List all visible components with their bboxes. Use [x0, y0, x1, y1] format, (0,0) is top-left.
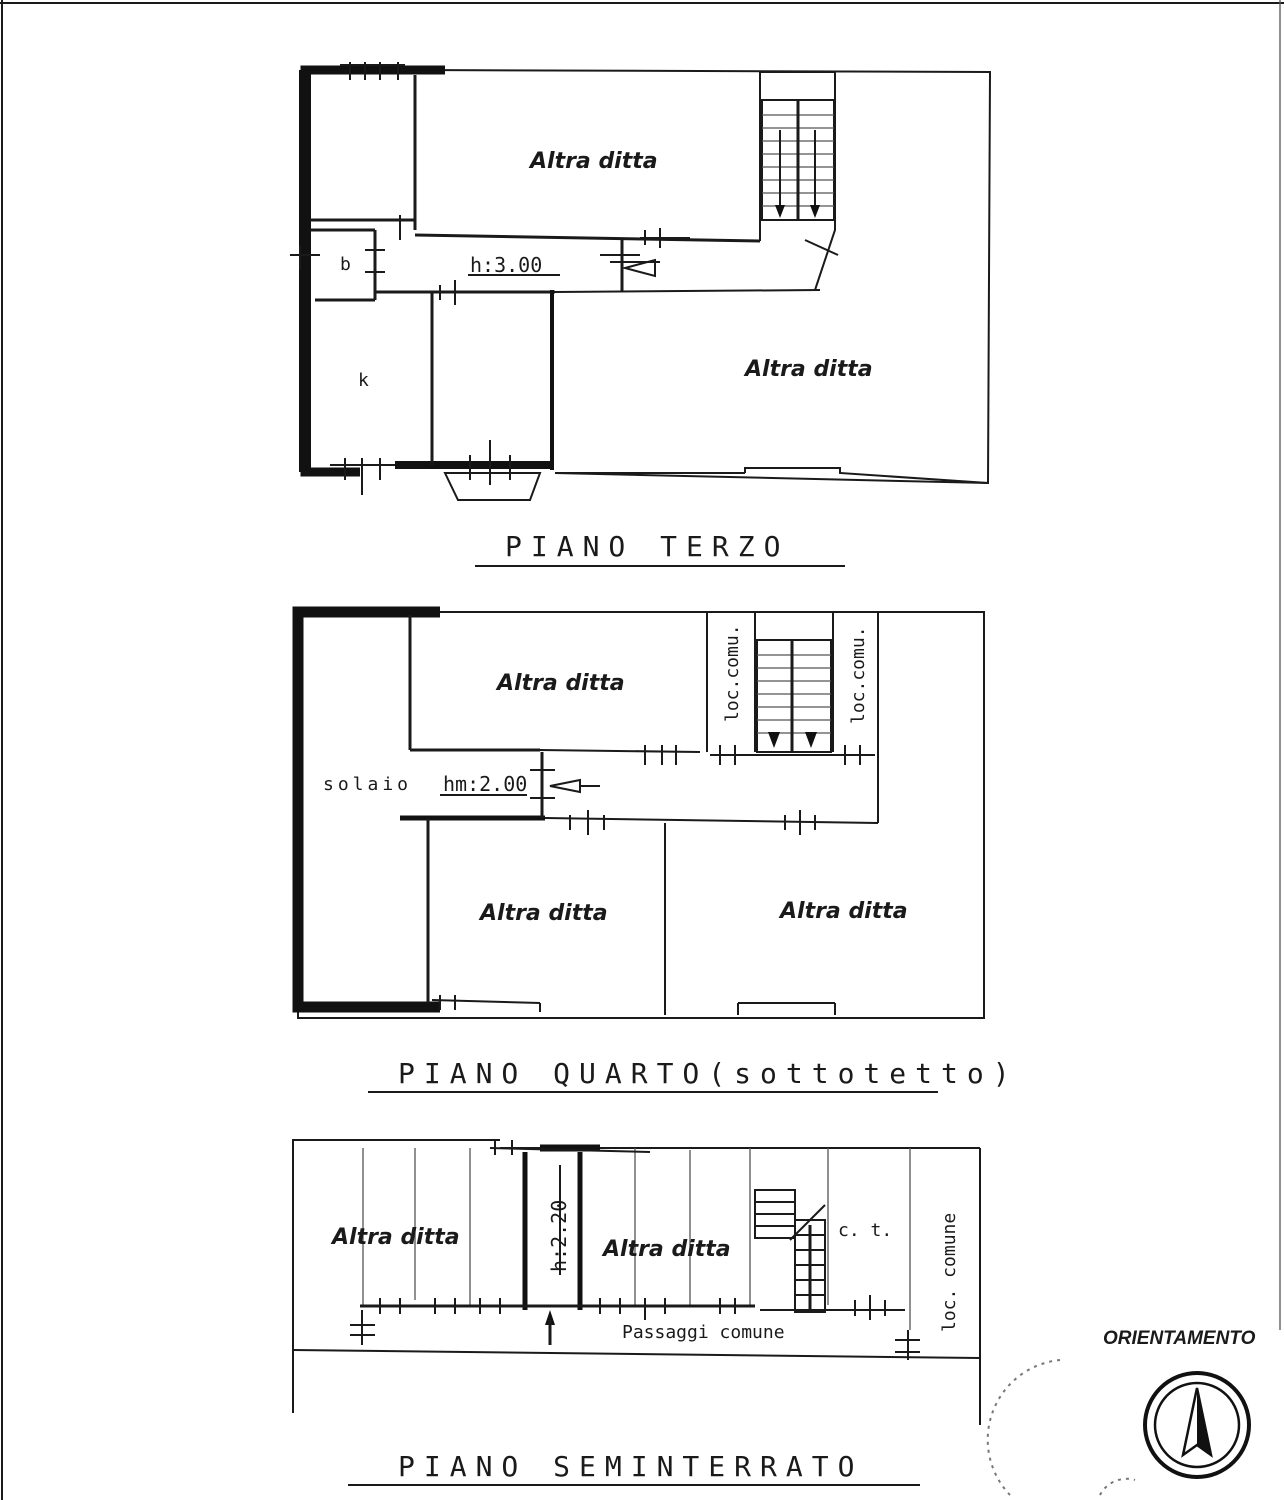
terzo-room-top-label: Altra ditta	[530, 149, 658, 174]
floor-quarto	[298, 612, 984, 1018]
semi-title: PIANO SEMINTERRATO	[398, 1450, 864, 1483]
stamp-mark-2	[1100, 1479, 1135, 1495]
semi-passage-label: Passaggi comune	[622, 1322, 785, 1343]
terzo-title: PIANO TERZO	[505, 530, 790, 563]
quarto-room-top-label: Altra ditta	[497, 671, 625, 696]
quarto-loc-right-label: loc.comu.	[848, 626, 869, 724]
terzo-bath-label: b	[340, 254, 351, 275]
terzo-height-label: h:3.00	[470, 253, 543, 277]
semi-ct-label: c. t.	[838, 1220, 893, 1241]
terzo-room-right-label: Altra ditta	[745, 357, 873, 382]
floor-seminterrato	[293, 1140, 980, 1425]
quarto-room-bottom-right-label: Altra ditta	[780, 899, 908, 924]
quarto-title: PIANO QUARTO(sottotetto)	[398, 1057, 1019, 1090]
orientation-label: ORIENTAMENTO	[1103, 1328, 1256, 1349]
north-arrow-icon	[1145, 1373, 1249, 1477]
semi-height-label: h:2.20	[547, 1199, 571, 1272]
semi-room-mid-label: Altra ditta	[603, 1237, 731, 1262]
quarto-attic-label: solaio	[323, 774, 413, 795]
semi-loc-label: loc. comune	[939, 1212, 960, 1332]
floor-terzo	[290, 62, 990, 500]
stamp-mark	[988, 1360, 1060, 1495]
semi-room-left-label: Altra ditta	[332, 1225, 460, 1250]
quarto-height-label: hm:2.00	[443, 772, 528, 796]
quarto-room-bottom-mid-label: Altra ditta	[480, 901, 608, 926]
terzo-kitchen-label: k	[358, 370, 369, 391]
quarto-loc-left-label: loc.comu.	[722, 624, 743, 722]
